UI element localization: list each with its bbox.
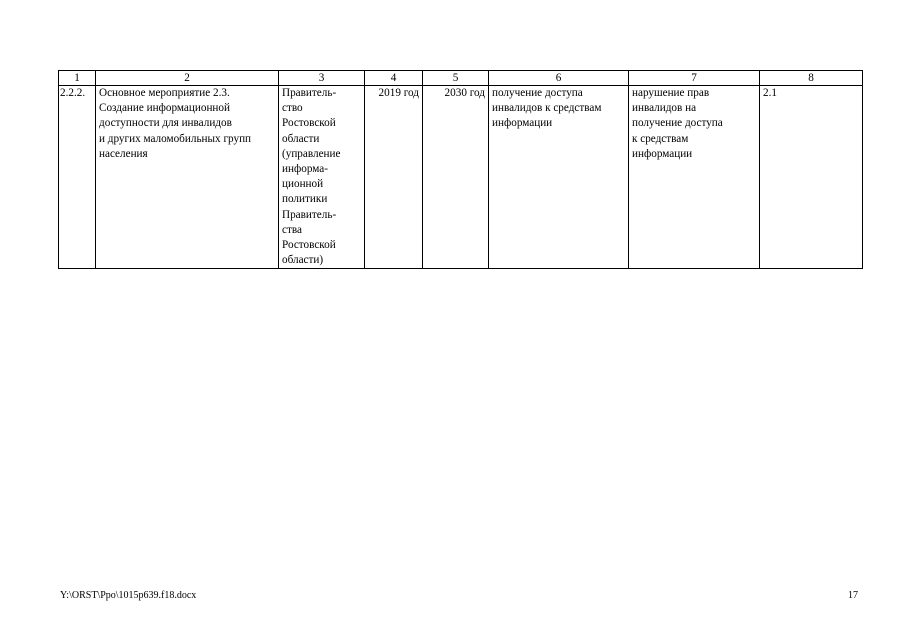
measures-table [58,70,863,269]
executor-line: информа- [282,163,328,176]
file-path-footer: Y:\ORST\Ppo\1015p639.f18.docx [60,590,197,601]
executor-line: Правитель- [282,208,337,221]
end-year-cell: 2030 год [423,86,489,269]
column-number: 7 [629,71,760,86]
page-number: 17 [848,590,858,601]
column-number: 3 [279,71,365,86]
executor-line: Ростовской [282,117,336,130]
executor-line: политики [282,193,328,206]
consequence-line: инвалидов на [632,102,697,115]
executor-line: ционной [282,178,324,191]
executor-cell [279,86,365,269]
executor-line: Ростовской [282,239,336,252]
consequence-cell [629,86,760,269]
column-number: 8 [760,71,863,86]
table-row [59,86,863,269]
executor-line: (управление [282,147,341,160]
executor-line: Правитель- [282,87,337,99]
expected-result-line: информации [492,117,553,130]
expected-result-line: инвалидов к средствам [492,102,602,115]
consequence-line: получение доступа [632,117,723,130]
executor-line: области [282,132,320,145]
start-year-cell: 2019 год [365,86,423,269]
row-number: 2.2.2. [59,86,96,269]
column-number: 6 [489,71,629,86]
consequence-line: информации [632,147,693,160]
consequence-line: к средствам [632,132,689,145]
executor-line: ства [282,223,302,236]
measure-name-line: населения [99,147,148,160]
consequence-line: нарушение прав [632,87,710,99]
column-number: 4 [365,71,423,86]
column-number: 2 [96,71,279,86]
expected-result-line: получение доступа [492,87,583,99]
measure-name-line: Создание информационной [99,102,230,115]
column-number: 5 [423,71,489,86]
measure-name-line: и других маломобильных групп [99,132,252,145]
expected-result-cell [489,86,629,269]
column-number-row [59,71,863,86]
measure-name-line: Основное мероприятие 2.3. [99,87,230,99]
measure-name-line: доступности для инвалидов [99,117,232,130]
column-number: 1 [59,71,96,86]
executor-line: области) [282,254,324,267]
measure-name-cell [96,86,279,269]
executor-line: ство [282,102,303,115]
indicator-cell: 2.1 [760,86,863,269]
